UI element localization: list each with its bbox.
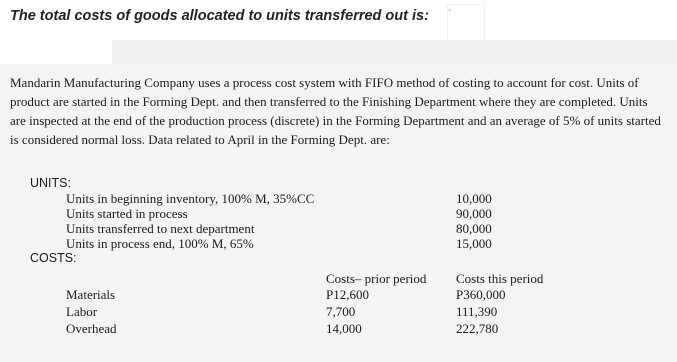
units-heading: UNITS: (30, 176, 71, 190)
cost-current: 222,780 (456, 321, 499, 336)
costs-heading: COSTS: (30, 251, 77, 265)
answer-mark: * (448, 7, 452, 15)
cost-prior: 7,700 (326, 304, 356, 319)
cost-label: Labor (66, 304, 98, 319)
question-text: The total costs of goods allocated to units transferred out is: (10, 8, 429, 24)
unit-label: Units in process end, 100% M, 65% (66, 236, 254, 251)
cost-prior: P12,600 (326, 287, 369, 302)
cost-prior: 14,000 (326, 321, 362, 336)
cost-label: Materials (66, 287, 116, 302)
unit-label: Units started in process (66, 206, 188, 221)
unit-value: 80,000 (456, 221, 492, 236)
unit-value: 90,000 (456, 206, 492, 221)
cost-header-current: Costs this period (456, 271, 544, 286)
cost-current: P360,000 (456, 287, 506, 302)
unit-label: Units transferred to next department (66, 221, 255, 236)
problem-image (0, 64, 677, 362)
shade-strip (112, 40, 677, 64)
cost-current: 111,390 (456, 304, 498, 319)
cost-header-prior: Costs– prior period (326, 271, 427, 286)
answer-box[interactable] (447, 4, 485, 42)
unit-value: 10,000 (456, 191, 492, 206)
unit-value: 15,000 (456, 236, 492, 251)
unit-label: Units in beginning inventory, 100% M, 35%CC (66, 191, 315, 206)
cost-label: Overhead (66, 321, 117, 336)
problem-paragraph: Mandarin Manufacturing Company uses a process cost system with FIFO method of costing to account for cost. Units of product are started in the Forming Dept. and then transferred to the Finishing Department where they are completed. Units are inspected at the end of the production process (discrete) in the Forming Department and an average of 5% of units started is considered normal loss. Data related to April in the Forming Dept. are: (10, 75, 661, 147)
